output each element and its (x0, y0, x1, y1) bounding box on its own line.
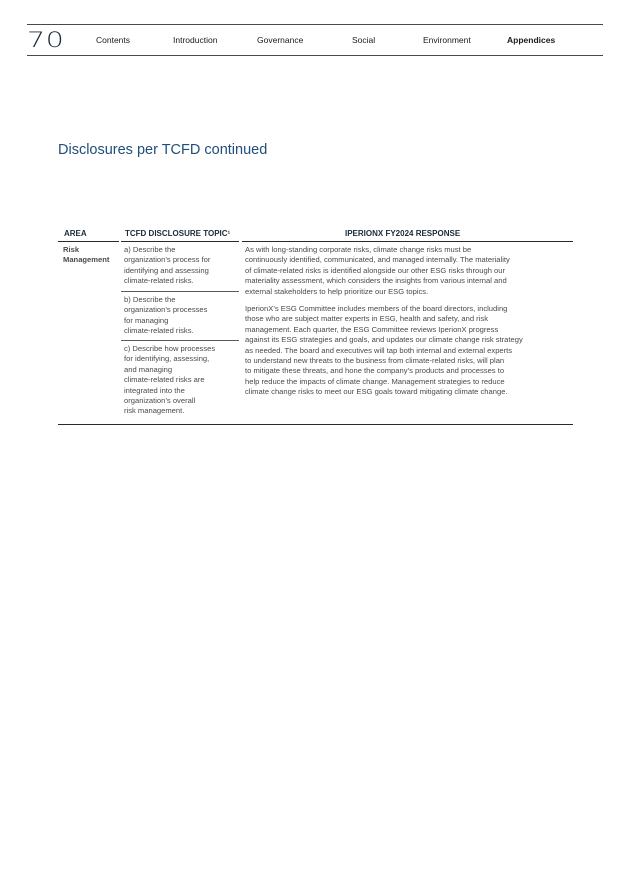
topic-line: risk management. (124, 406, 185, 416)
page-title: Disclosures per TCFD continued (58, 142, 268, 158)
tcfd-table (58, 227, 573, 425)
nav-appendices[interactable]: Appendices (507, 35, 556, 45)
topic-line: for identifying, assessing, (124, 354, 210, 364)
nav-environment[interactable]: Environment (423, 35, 471, 45)
nav-governance[interactable]: Governance (257, 35, 304, 45)
topic-line: for managing (124, 315, 169, 325)
header-rule-response (242, 241, 573, 242)
topic-line: a) Describe the (124, 245, 176, 254)
table-bottom-rule (58, 424, 573, 425)
topic-a (124, 245, 236, 287)
topic-line: organization’s processes (124, 305, 208, 315)
column-header-response: IPERIONX FY2024 RESPONSE (345, 229, 461, 238)
nav-social[interactable]: Social (352, 35, 376, 45)
header-rule-area (58, 241, 119, 242)
topic-line: and managing (124, 364, 173, 374)
topic-line: climate-related risks. (124, 326, 194, 336)
topic-line: integrated into the (124, 385, 185, 395)
topic-line: climate-related risks. (124, 276, 194, 286)
response-paragraph: IperionX’s ESG Committee includes members of the board directors, including those who are subject matter experts in ESG, health and safety, and risk management. Each quarter, the ESG Committee reviews IperionX progress against its ESG strategies and goals, and updates our climate change risk strategy as needed. The board and executives will tap both internal and external experts to understand new threats to the business from climate-related risks, will plan to mitigate these threats, and hone the company’s products and processes to help reduce the impacts of climate change. Management strategies to reduce climate change risks to meet our ESG goals toward mitigating climate change. (245, 304, 523, 397)
topic-line: organization’s process for (124, 255, 211, 265)
topic-c (124, 344, 236, 417)
topic-line: c) Describe how processes (124, 344, 216, 353)
area-line: Risk (63, 245, 80, 254)
response-cell (245, 245, 570, 405)
topic-line: climate-related risks are (124, 375, 205, 385)
response-paragraph: As with long-standing corporate risks, climate change risks must be continuously identified, communicated, and managed internally. The materiality of climate-related risks is identified alongside our other ESG risks through our materiality assessment, which considers the insights from various internal and external stakeholders to help prioritize our ESG topics. (245, 245, 510, 296)
topic-divider (121, 340, 239, 341)
nav-contents[interactable]: Contents (96, 35, 131, 45)
area-cell (63, 245, 109, 266)
page-number: 70 (27, 28, 65, 52)
column-header-topic: TCFD DISCLOSURE TOPIC¹ (125, 229, 231, 238)
topic-divider (121, 291, 239, 292)
top-navigation (27, 24, 603, 56)
header-rule-topic (121, 241, 239, 242)
nav-introduction[interactable]: Introduction (173, 35, 218, 45)
column-header-area: AREA (64, 229, 87, 238)
topic-line: b) Describe the (124, 295, 176, 304)
topic-line: identifying and assessing (124, 265, 209, 275)
topic-line: organization’s overall (124, 396, 196, 406)
area-line: Management (63, 255, 110, 265)
topic-b (124, 295, 236, 337)
